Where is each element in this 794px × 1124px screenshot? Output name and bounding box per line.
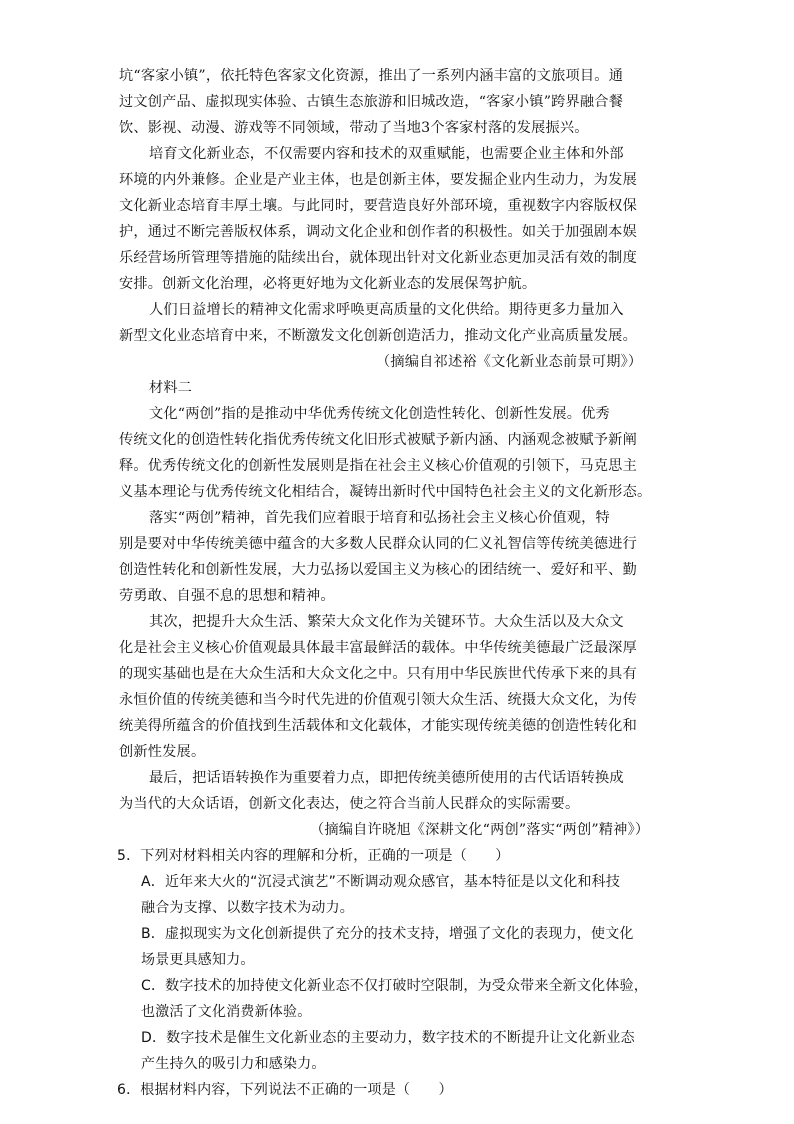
section-heading: 材料二 [149,380,193,396]
paragraph-line: 创造性转化和创新性发展，大力弘扬以爱国主义为核心的团结统一、爱好和平、勤 [119,562,637,578]
question-6-stem: 6．根据材料内容，下列说法不正确的一项是（ ） [117,1082,453,1098]
paragraph-line: 释。优秀传统文化的创新性发展则是指在社会主义核心价值观的引领下，马克思主 [119,458,637,474]
question-5-stem: 5．下列对材料相关内容的理解和分析，正确的一项是（ ） [117,848,510,864]
paragraph-line: 人们日益增长的精神文化需求呼唤更高质量的文化供给。期待更多力量加入 [149,302,624,318]
question-5-option-d-cont: 产生持久的吸引力和感染力。 [141,1056,326,1072]
paragraph-line: 过文创产品、虚拟现实体验、古镇生态旅游和旧城改造，“客家小镇”跨界融合餐 [119,94,624,110]
paragraph-line: 环境的内外兼修。企业是产业主体，也是创新主体，要发掘企业内生动力，为发展 [119,172,637,188]
paragraph-line: 饮、影视、动漫、游戏等不同领域，带动了当地3个客家村落的发展振兴。 [119,120,589,136]
paragraph-line: 文化新业态培育丰厚土壤。与此同时，要营造良好外部环境，重视数字内容版权保 [119,198,637,214]
paragraph-line: 文化“两创”指的是推动中华优秀传统文化创造性转化、创新性发展。优秀 [149,406,610,422]
paragraph-line: 永恒价值的传统美德和当今时代先进的价值观引领大众生活、统摄大众文化，为传 [119,692,637,708]
paragraph-line: 最后，把话语转换作为重要着力点，即把传统美德所使用的古代话语转换成 [149,770,624,786]
question-5-option-c-cont: 也激活了文化消费新体验。 [141,1004,312,1020]
paragraph-line: 护，通过不断完善版权体系，调动文化企业和创作者的积极性。如关于加强剧本娱 [119,224,637,240]
source-citation: （摘编自许晓旭《深耕文化“两创”落实“两创”精神》） [310,822,650,838]
paragraph-line: 为当代的大众话语，创新文化表达，使之符合当前人民群众的实际需要。 [119,796,580,812]
question-5-option-b-cont: 场景更具感知力。 [141,952,255,968]
question-5-option-a[interactable]: A．近年来大火的“沉浸式演艺”不断调动观众感官，基本特征是以文化和科技 [141,874,621,890]
paragraph-line: 化是社会主义核心价值观最具体最丰富最鲜活的载体。中华传统美德最广泛最深厚 [119,640,637,656]
question-5-option-a-cont: 融合为支撑、以数字技术为动力。 [141,900,354,916]
paragraph-line: 培育文化新业态，不仅需要内容和技术的双重赋能，也需要企业主体和外部 [149,146,624,162]
paragraph-line: 传统文化的创造性转化指优秀传统文化旧形式被赋予新内涵、内涵观念被赋予新阐 [119,432,637,448]
paragraph-line: 的现实基础也是在大众生活和大众文化之中。只有用中华民族世代传承下来的具有 [119,666,637,682]
source-citation: （摘编自祁述裕《文化新业态前景可期》） [376,354,643,370]
paragraph-line: 其次，把提升大众生活、繁荣大众文化作为关键环节。大众生活以及大众文 [149,614,624,630]
paragraph-line: 安排。创新文化治理，必将更好地为文化新业态的发展保驾护航。 [119,276,537,292]
paragraph-line: 坑“客家小镇”，依托特色客家文化资源，推出了一系列内涵丰富的文旅项目。通 [119,68,624,84]
paragraph-line: 落实“两创”精神，首先我们应着眼于培育和弘扬社会主义核心价值观，特 [149,510,610,526]
paragraph-line: 统美得所蕴含的价值找到生活载体和文化载体，才能实现传统美德的创造性转化和 [119,718,637,734]
paragraph-line: 劳勇敢、自强不息的思想和精神。 [119,588,335,604]
paragraph-line: 乐经营场所管理等措施的陆续出台，就体现出针对文化新业态更加灵活有效的制度 [119,250,637,266]
question-5-option-d[interactable]: D．数字技术是催生文化新业态的主要动力，数字技术的不断提升让文化新业态 [141,1030,635,1046]
question-5-option-b[interactable]: B．虚拟现实为文化创新提供了充分的技术支持，增强了文化的表现力，使文化 [141,926,634,942]
question-5-option-c[interactable]: C．数字技术的加持使文化新业态不仅打破时空限制，为受众带来全新文化体验， [141,978,648,994]
paragraph-line: 义基本理论与优秀传统文化相结合，凝铸出新时代中国特色社会主义的文化新形态。 [119,484,652,500]
paragraph-line: 新型文化业态培育中来，不断激发文化创新创造活力，推动文化产业高质量发展。 [119,328,637,344]
paragraph-line: 别是要对中华传统美德中蕴含的大多数人民群众认同的仁义礼智信等传统美德进行 [119,536,637,552]
paragraph-line: 创新性发展。 [119,744,206,760]
